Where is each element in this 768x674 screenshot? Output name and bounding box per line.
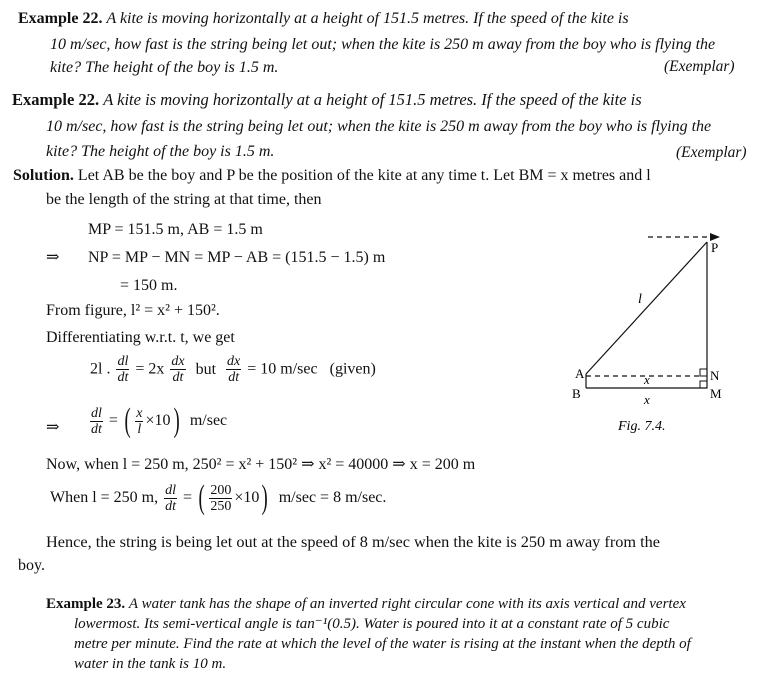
- solution-text: be the length of the string at that time, then: [46, 191, 322, 208]
- example-22-second-line2: [46, 117, 711, 137]
- implies-arrow: ⇒: [46, 419, 60, 436]
- right-paren: ): [261, 479, 269, 516]
- example-22-second-line3: [46, 142, 274, 162]
- frac-den: dt: [172, 370, 184, 385]
- example-label: Example 22.: [12, 90, 100, 109]
- label-a: A: [575, 366, 585, 381]
- frac-den: 250: [210, 498, 232, 514]
- solution-line1: [13, 166, 651, 186]
- frac-num: dl: [117, 354, 129, 369]
- label-l: l: [638, 292, 642, 307]
- example-23-line3: [74, 634, 691, 654]
- fraction-dx-dt: [226, 354, 241, 385]
- hence-line1: Hence, the string is being let out at the speed of 8 m/sec when the kite is 250 m away from the: [46, 532, 661, 551]
- frac-den: dt: [165, 498, 177, 514]
- left-paren: (: [198, 479, 205, 516]
- solution-text: Let AB be the boy and P be the position of the kite at any time t. Let BM = x metres and l: [77, 167, 651, 184]
- frac-den: dt: [91, 421, 102, 437]
- solution-line2: [46, 190, 321, 210]
- now-when-line: Now, when l = 250 m, 250² = x² + 150² ⇒ x² = 40000 ⇒ x = 200 m: [46, 456, 476, 473]
- solution-label: Solution.: [13, 167, 74, 184]
- label-n: N: [710, 368, 720, 383]
- example-text: A kite is moving horizontally at a height of 151.5 metres. If the speed of the kite is: [106, 10, 629, 27]
- frac-den: dt: [228, 370, 240, 385]
- frac-num: x: [136, 405, 143, 421]
- hence-line2: boy.: [18, 557, 45, 574]
- example-22-second-line1: [12, 90, 642, 110]
- eq-mid: = 2x: [135, 360, 165, 378]
- example-23-line4: [74, 654, 226, 674]
- from-figure-text: From figure, l² = x² + 150².: [46, 302, 220, 319]
- times-ten: ×10: [234, 489, 260, 506]
- fraction-dl-dt: [116, 354, 129, 385]
- example-label: Example 22.: [18, 10, 103, 27]
- example-text: kite? The height of the boy is 1.5 m.: [50, 59, 279, 76]
- fraction-200-250: [209, 483, 232, 514]
- eq-lead: 2l .: [90, 360, 111, 378]
- frac-num: dl: [165, 482, 177, 498]
- example-22-first-line3: [50, 58, 278, 78]
- right-paren: ): [173, 402, 180, 439]
- frac-den: dt: [117, 370, 129, 385]
- derivative-equation: [90, 354, 376, 385]
- kite-figure: [560, 228, 760, 438]
- equals-sign: =: [108, 412, 118, 429]
- times-ten: ×10: [145, 412, 171, 429]
- example-text: lowermost. Its semi-vertical angle is tan⁻¹(0.5). Water is poured into it at a constant rate of 5 cubic: [74, 616, 670, 632]
- example-text: water in the tank is 10 m.: [74, 656, 227, 672]
- example-text: A kite is moving horizontally at a height of 151.5 metres. If the speed of the kite is: [103, 90, 642, 109]
- figure-caption: Fig. 7.4.: [618, 419, 666, 434]
- example-text: kite? The height of the boy is 1.5 m.: [46, 143, 275, 160]
- right-angle-mark: [700, 381, 707, 388]
- exemplar-tag: (Exemplar): [676, 144, 747, 161]
- unit-text: m/sec: [189, 412, 228, 429]
- example-text: 10 m/sec, how fast is the string being let out; when the kite is 250 m away from the boy who is flying the: [46, 118, 712, 135]
- fraction-x-l: [135, 406, 143, 437]
- label-b: B: [572, 386, 581, 401]
- label-m: M: [710, 386, 722, 401]
- frac-num: dx: [171, 354, 185, 369]
- frac-num: dl: [91, 405, 102, 421]
- equation-np: NP = MP − MN = MP − AB = (151.5 − 1.5) m: [88, 249, 386, 266]
- eq-but: but: [195, 360, 217, 378]
- differentiating-text: Differentiating w.r.t. t, we get: [46, 329, 235, 346]
- fraction-dl-dt: [90, 406, 103, 437]
- eq-given: = 10 m/sec (given): [247, 360, 376, 378]
- fraction-dl-dt: [164, 483, 177, 514]
- label-p: P: [711, 240, 719, 255]
- frac-num: 200: [210, 482, 232, 498]
- final-equation: [50, 481, 386, 515]
- string-line: [586, 242, 707, 374]
- equation-150: = 150 m.: [120, 277, 178, 294]
- example-22-first-line2: [50, 35, 715, 55]
- example-label: Example 23.: [46, 596, 126, 612]
- implies-arrow: ⇒: [46, 249, 60, 266]
- equation-mp: MP = 151.5 m, AB = 1.5 m: [88, 221, 263, 238]
- frac-den: l: [137, 421, 142, 437]
- final-tail: m/sec = 8 m/sec.: [278, 489, 387, 506]
- exemplar-tag: (Exemplar): [664, 58, 735, 75]
- example-text: A water tank has the shape of an inverted right circular cone with its axis vertical and vertex: [128, 596, 686, 612]
- left-paren: (: [124, 402, 131, 439]
- example-23-line1: [46, 594, 686, 614]
- rate-equation: [88, 404, 227, 438]
- equals-sign: =: [183, 489, 193, 506]
- example-22-first-line1: [18, 9, 629, 29]
- example-text: metre per minute. Find the rate at which the level of the water is rising at the instant when the depth of: [74, 636, 691, 652]
- right-angle-mark: [700, 369, 707, 376]
- frac-num: dx: [227, 354, 241, 369]
- label-x-bottom: x: [644, 392, 650, 407]
- fraction-dx-dt: [170, 354, 185, 385]
- example-23-line2: [74, 614, 669, 634]
- when-lead: When l = 250 m,: [50, 489, 159, 506]
- label-x-top: x: [644, 372, 650, 387]
- example-text: 10 m/sec, how fast is the string being let out; when the kite is 250 m away from the boy who is flying the: [50, 36, 716, 53]
